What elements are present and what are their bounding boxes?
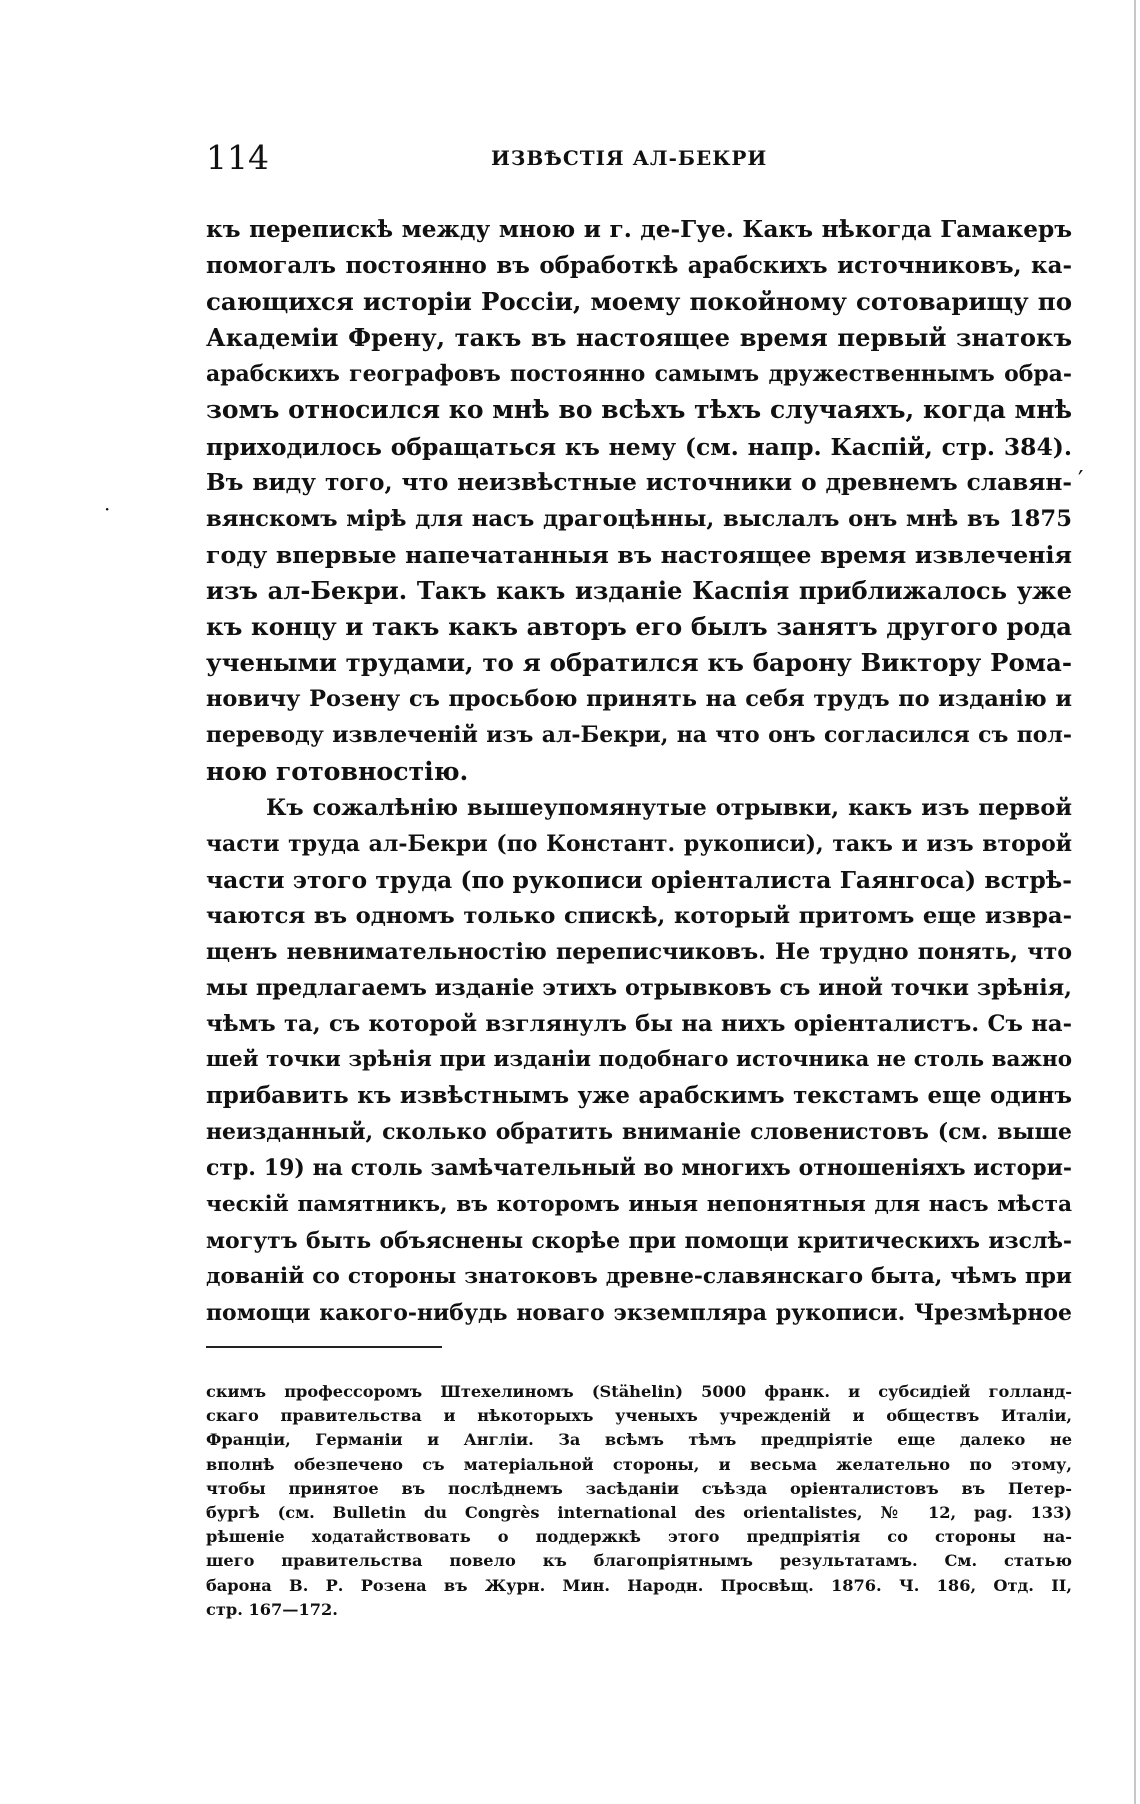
text-line: году впервые напечатанныя въ настоящее время извлеченія: [206, 540, 1072, 569]
footnote-line: стр. 167—172.: [206, 1599, 338, 1619]
text-line: Въ виду того, что неизвѣстные источники о древнемъ славян-: [206, 468, 1072, 496]
text-line: помогалъ постоянно въ обработкѣ арабскихъ источниковъ, ка-: [206, 252, 1072, 280]
page-edge-line: [1134, 0, 1136, 1804]
text-line: мы предлагаемъ изданіе этихъ отрывковъ съ иной точки зрѣнія,: [206, 974, 1072, 1001]
text-line: части этого труда (по рукописи оріенталиста Гаянгоса) встрѣ-: [206, 865, 1072, 894]
text-line: ческій памятникъ, въ которомъ иныя непонятныя для насъ мѣста: [206, 1191, 1072, 1217]
text-line: къ концу и такъ какъ авторъ его былъ занятъ другого рода: [206, 612, 1072, 642]
footnote: [206, 1380, 1072, 1622]
text-line: къ перепискѣ между мною и г. де-Гуе. Какъ нѣкогда Гамакеръ: [206, 216, 1072, 243]
text-line: чѣмъ та, съ которой взглянулъ бы на нихъ оріенталистъ. Съ на-: [206, 1011, 1072, 1038]
page-header: [206, 138, 1072, 178]
text-line: изъ ал-Бекри. Такъ какъ изданіе Каспія приближалось уже: [206, 575, 1072, 605]
margin-dot: ·: [104, 497, 111, 521]
footnote-line: вполнѣ обезпечено съ матеріальной стороны, и весьма желательно по этому,: [206, 1454, 1072, 1474]
text-line: Академіи Френу, такъ въ настоящее время первый знатокъ: [206, 323, 1072, 353]
text-line: переводу извлеченій изъ ал-Бекри, на что онъ согласился съ пол-: [206, 722, 1072, 749]
footnote-line: барона В. Р. Розена въ Журн. Мин. Народн. Просвѣщ. 1876. Ч. 186, Отд. II,: [206, 1575, 1072, 1595]
footnote-line: Франціи, Германіи и Англіи. За всѣмъ тѣмъ предпріятіе еще далеко не: [206, 1430, 1072, 1450]
text-line: зомъ относился ко мнѣ во всѣхъ тѣхъ случаяхъ, когда мнѣ: [206, 395, 1072, 425]
text-line: ною готовностію.: [206, 756, 469, 787]
text-line: шей точки зрѣнія при изданіи подобнаго источника не столь важно: [206, 1047, 1072, 1073]
text-line: учеными трудами, то я обратился къ барону Виктору Рома-: [206, 648, 1072, 678]
text-line: вянскомъ мірѣ для насъ драгоцѣнны, выслалъ онъ мнѣ въ 1875: [206, 505, 1072, 532]
footnote-line: бургѣ (см. Bulletin du Congrès international des orientalistes, № 12, pag. 133): [206, 1502, 1072, 1522]
text-line: стр. 19) на столь замѣчательный во многихъ отношеніяхъ истори-: [206, 1155, 1072, 1182]
text-line: части труда ал-Бекри (по Констант. рукописи), такъ и изъ второй: [206, 830, 1072, 857]
text-line: неизданный, сколько обратить вниманіе словенистовъ (см. выше: [206, 1119, 1072, 1146]
running-head: ИЗВѢСТІЯ АЛ-БЕКРИ: [491, 146, 768, 170]
main-text: [206, 212, 1072, 1331]
margin-mark: ′: [1078, 466, 1084, 494]
footnote-line: скимъ профессоромъ Штехелиномъ (Stähelin) 5000 франк. и субсидіей голланд-: [206, 1382, 1072, 1401]
text-line: сающихся исторіи Россіи, моему покойному сотоварищу по: [206, 287, 1072, 317]
text-line: арабскихъ географовъ постоянно самымъ дружественнымъ обра-: [206, 361, 1072, 388]
text-line: прибавить къ извѣстнымъ уже арабскимъ текстамъ еще одинъ: [206, 1082, 1072, 1110]
text-line: приходилось обращаться къ нему (см. напр. Каспій, стр. 384).: [206, 432, 1072, 461]
footnote-rule: [206, 1346, 442, 1348]
footnote-line: рѣшеніе ходатайствовать о поддержкѣ этого предпріятія со стороны на-: [206, 1527, 1072, 1547]
page-number: 114: [206, 138, 269, 177]
footnote-line: шего правительства повело къ благопріятнымъ результатамъ. См. статью: [206, 1551, 1072, 1571]
text-line: дованій со стороны знатоковъ древне-славянскаго быта, чѣмъ при: [206, 1263, 1072, 1289]
footnote-line: скаго правительства и нѣкоторыхъ ученыхъ учрежденій и обществъ Италіи,: [206, 1406, 1072, 1426]
text-line: Къ сожалѣнію вышеупомянутые отрывки, какъ изъ первой: [266, 794, 1072, 821]
text-line: щенъ невнимательностію переписчиковъ. Не трудно понять, что: [206, 938, 1072, 965]
text-line: чаются въ одномъ только спискѣ, который притомъ еще извра-: [206, 902, 1072, 929]
text-line: могутъ быть объяснены скорѣе при помощи критическихъ изслѣ-: [206, 1227, 1072, 1254]
footnote-line: чтобы принятое въ послѣднемъ засѣданіи съѣзда оріенталистовъ въ Петер-: [206, 1478, 1072, 1498]
text-line: помощи какого-нибудь новаго экземпляра рукописи. Чрезмѣрное: [206, 1299, 1072, 1326]
text-line: новичу Розену съ просьбою принять на себя трудъ по изданію и: [206, 686, 1072, 713]
